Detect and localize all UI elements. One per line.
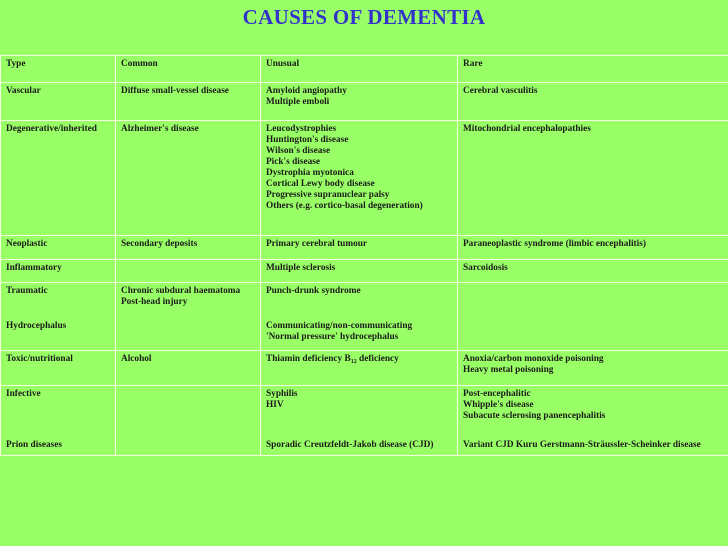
cell-line: Sarcoidosis bbox=[463, 263, 508, 273]
cell-line: Secondary deposits bbox=[121, 239, 198, 249]
cell-line: Cerebral vasculitis bbox=[463, 86, 538, 96]
cell-line: Sporadic Creutzfeldt-Jakob disease (CJD) bbox=[266, 439, 434, 450]
row-type: Prion diseases bbox=[1, 428, 116, 456]
row-unusual bbox=[261, 386, 458, 428]
row-common bbox=[116, 428, 261, 456]
cell-line bbox=[266, 354, 452, 365]
cell-line: Communicating/non-communicating bbox=[266, 320, 413, 331]
cell-line: Progressive supranuclear palsy bbox=[266, 190, 390, 200]
row-rare bbox=[458, 283, 728, 318]
cell-line: Pick's disease bbox=[266, 157, 320, 167]
dementia-causes-table bbox=[0, 55, 728, 456]
row-rare bbox=[458, 83, 728, 121]
row-rare bbox=[458, 236, 728, 260]
row-unusual bbox=[261, 83, 458, 121]
header-unusual: Unusual bbox=[261, 56, 458, 83]
cell-line: Dystrophia myotonica bbox=[266, 168, 354, 178]
thiamin-text: Thiamin deficiency B bbox=[266, 354, 351, 364]
header-type: Type bbox=[1, 56, 116, 83]
row-type: Infective bbox=[1, 386, 116, 428]
cell-line: Cortical Lewy body disease bbox=[266, 179, 375, 189]
row-unusual bbox=[261, 283, 458, 318]
row-common bbox=[116, 318, 261, 351]
cell-line: Huntington's disease bbox=[266, 135, 349, 145]
row-rare bbox=[458, 318, 728, 351]
row-unusual bbox=[261, 428, 458, 456]
cell-line: Alzheimer's disease bbox=[121, 124, 199, 134]
table-row bbox=[1, 283, 728, 318]
table-row bbox=[1, 428, 728, 456]
row-type: Neoplastic bbox=[1, 236, 116, 260]
cell-line: Multiple sclerosis bbox=[266, 263, 336, 273]
row-type: Toxic/nutritional bbox=[1, 351, 116, 386]
cell-line: Mitochondrial encephalopathies bbox=[463, 124, 591, 134]
deficiency-text: deficiency bbox=[356, 354, 399, 364]
row-rare bbox=[458, 260, 728, 283]
row-unusual bbox=[261, 260, 458, 283]
table-row bbox=[1, 121, 728, 236]
cell-line: Amyloid angiopathy bbox=[266, 86, 347, 96]
cell-line: HIV bbox=[266, 400, 284, 410]
table-header-row bbox=[1, 56, 728, 83]
row-common bbox=[116, 283, 261, 318]
cell-line: Punch-drunk syndrome bbox=[266, 286, 361, 296]
table-row bbox=[1, 318, 728, 351]
cell-line: Variant CJD Kuru Gerstmann-Sträussler-Scheinker disease bbox=[463, 439, 701, 450]
b12-subscript: 12 bbox=[350, 359, 357, 365]
cell-line: Diffuse small-vessel disease bbox=[121, 86, 229, 96]
cell-line: 'Normal pressure' hydrocephalus bbox=[266, 331, 399, 342]
row-unusual bbox=[261, 236, 458, 260]
cell-line: Syphilis bbox=[266, 389, 298, 399]
row-type: Traumatic bbox=[1, 283, 116, 318]
row-unusual bbox=[261, 121, 458, 236]
row-rare bbox=[458, 121, 728, 236]
cell-line: Anoxia/carbon monoxide poisoning bbox=[463, 354, 604, 364]
row-unusual bbox=[261, 318, 458, 351]
table-row bbox=[1, 351, 728, 386]
cell-line: Paraneoplastic syndrome (limbic encephalitis) bbox=[463, 239, 646, 249]
row-rare bbox=[458, 386, 728, 428]
row-common bbox=[116, 260, 261, 283]
header-common: Common bbox=[116, 56, 261, 83]
cell-line: Heavy metal poisoning bbox=[463, 365, 554, 375]
table-row bbox=[1, 236, 728, 260]
row-common bbox=[116, 83, 261, 121]
row-unusual bbox=[261, 351, 458, 386]
cell-line: Leucodystrophies bbox=[266, 124, 337, 134]
cell-line: Subacute sclerosing panencephalitis bbox=[463, 411, 606, 421]
header-rare: Rare bbox=[458, 56, 728, 83]
cell-line: Post-encephalitic bbox=[463, 389, 531, 399]
row-common bbox=[116, 236, 261, 260]
table-row bbox=[1, 260, 728, 283]
row-common bbox=[116, 351, 261, 386]
table-row bbox=[1, 83, 728, 121]
cell-line: Post-head injury bbox=[121, 297, 188, 307]
cell-line: Primary cerebral tumour bbox=[266, 239, 368, 249]
row-type: Hydrocephalus bbox=[1, 318, 116, 351]
row-rare bbox=[458, 351, 728, 386]
row-rare bbox=[458, 428, 728, 456]
cell-line: Chronic subdural haematoma bbox=[121, 286, 241, 296]
row-common bbox=[116, 386, 261, 428]
page-title: CAUSES OF DEMENTIA bbox=[242, 5, 486, 29]
row-common bbox=[116, 121, 261, 236]
cell-line: Wilson's disease bbox=[266, 146, 331, 156]
cell-line: Multiple emboli bbox=[266, 97, 330, 107]
row-type: Degenerative/inherited bbox=[1, 121, 116, 236]
row-type: Vascular bbox=[1, 83, 116, 121]
cell-line: Whipple's disease bbox=[463, 400, 534, 410]
cell-line: Others (e.g. cortico-basal degeneration) bbox=[266, 201, 423, 211]
cell-line: Alcohol bbox=[121, 354, 152, 364]
row-type: Inflammatory bbox=[1, 260, 116, 283]
table-row bbox=[1, 386, 728, 428]
